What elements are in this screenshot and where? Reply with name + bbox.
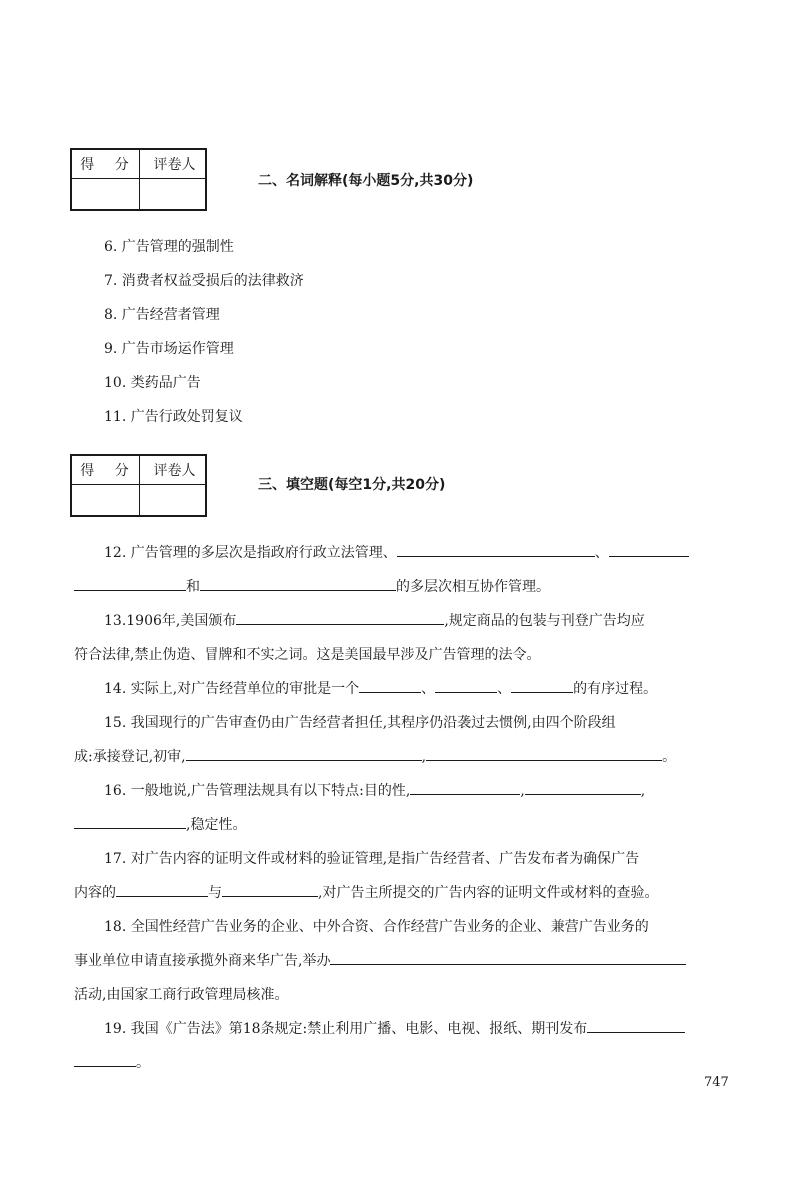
question-18: 18. 全国性经营广告业务的企业、中外合资、合作经营广告业务的企业、兼营广告业务的 [104, 919, 649, 935]
q14-text: 的有序过程。 [573, 681, 658, 697]
q12-text: 和 [186, 579, 200, 595]
page-number: 747 [704, 1075, 729, 1090]
q12-text: 12. 广告管理的多层次是指政府行政立法管理、 [104, 545, 397, 561]
q17-text: 与 [208, 885, 222, 901]
q18-text: 事业单位申请直接承揽外商来华广告,举办 [74, 953, 331, 969]
list-item: 11. 广告行政处罚复议 [104, 409, 243, 425]
q13-text: ,规定商品的包装与刊登广告均应 [444, 613, 645, 629]
q16-text: 16. 一般地说,广告管理法规具有以下特点:目的性, [104, 783, 411, 799]
section-title: 二、名词解释(每小题5分,共30分) [258, 173, 474, 189]
blank [410, 780, 520, 795]
q12-text: 的多层次相互协作管理。 [396, 579, 550, 595]
blank [116, 882, 208, 897]
list-item: 8. 广告经营者管理 [104, 307, 220, 323]
question-18-cont [74, 950, 686, 970]
question-19-cont [74, 1052, 150, 1072]
list-item: 6. 广告管理的强制性 [104, 239, 234, 255]
question-17-cont [74, 882, 658, 902]
q19-text: 。 [136, 1055, 150, 1071]
q19-text: 19. 我国《广告法》第18条规定:禁止利用广播、电影、电视、报纸、期刊发布 [104, 1021, 588, 1037]
q15-text: 。 [662, 749, 677, 765]
list-item: 10. 类药品广告 [104, 375, 201, 391]
question-19 [104, 1018, 685, 1038]
q16-sep: , [640, 783, 646, 799]
blank [435, 678, 497, 693]
question-17: 17. 对广告内容的证明文件或材料的验证管理,是指广告经营者、广告发布者为确保广告 [104, 851, 640, 867]
blank [200, 576, 396, 591]
blank [587, 1018, 685, 1033]
score-table [70, 454, 207, 517]
question-14 [104, 678, 657, 698]
q16-text: ,稳定性。 [186, 817, 247, 833]
score-table [70, 148, 207, 211]
q14-text: 14. 实际上,对广告经营单位的审批是一个 [104, 681, 360, 697]
question-16-cont [74, 814, 246, 834]
question-18-cont: 活动,由国家工商行政管理局核准。 [74, 987, 289, 1003]
question-15-cont [74, 746, 676, 766]
question-12 [104, 542, 689, 562]
q16-sep: , [520, 783, 525, 799]
blank [222, 882, 318, 897]
blank [236, 610, 444, 625]
grader-label: 评卷人 [153, 157, 196, 173]
list-item: 7. 消费者权益受损后的法律救济 [104, 273, 304, 289]
question-12-cont [74, 576, 550, 596]
score-label: 得 分 [80, 463, 137, 479]
q14-sep: 、 [421, 681, 436, 697]
blank [397, 542, 595, 557]
score-label: 得 分 [80, 157, 137, 173]
q15-text: 成:承接登记,初审, [74, 749, 186, 765]
question-16 [104, 780, 645, 800]
grader-label: 评卷人 [153, 463, 196, 479]
q15-sep: , [421, 749, 427, 765]
list-item: 9. 广告市场运作管理 [104, 341, 234, 357]
blank [74, 1052, 136, 1067]
blank [74, 814, 186, 829]
blank [426, 746, 662, 761]
question-13 [104, 610, 645, 630]
blank [74, 576, 186, 591]
question-13-cont: 符合法律,禁止伪造、冒牌和不实之词。这是美国最早涉及广告管理的法令。 [74, 647, 541, 663]
q17-text: ,对广告主所提交的广告内容的证明文件或材料的查验。 [318, 885, 659, 901]
blank [525, 780, 641, 795]
blank [511, 678, 573, 693]
q14-sep: 、 [497, 681, 512, 697]
q13-text: 13.1906年,美国颁布 [104, 613, 237, 629]
question-15: 15. 我国现行的广告审查仍由广告经营者担任,其程序仍沿袭过去惯例,由四个阶段组 [104, 715, 616, 731]
blank [186, 746, 422, 761]
blank [359, 678, 421, 693]
q12-sep: 、 [594, 545, 609, 561]
blank [330, 950, 686, 965]
q17-text: 内容的 [74, 885, 116, 901]
section-title: 三、填空题(每空1分,共20分) [258, 477, 446, 493]
blank [609, 542, 689, 557]
